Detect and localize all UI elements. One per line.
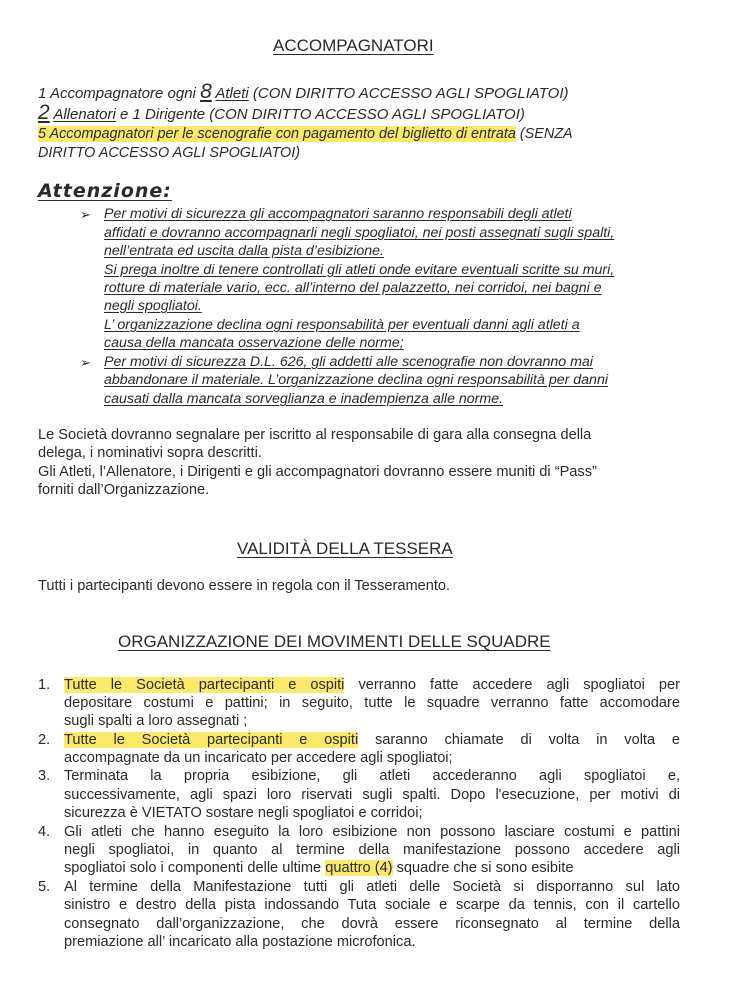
bullet1-line: Per motivi di sicurezza gli accompagnatori saranno responsabili degli atleti: [104, 206, 572, 222]
section-title-tessera: VALIDITÀ DELLA TESSERA: [237, 539, 453, 558]
bullet2-line: Per motivi di sicurezza D.L. 626, gli addetti alle scenografie non dovranno mai: [104, 354, 593, 370]
bullet-arrow-icon: ➢: [80, 355, 91, 370]
list-item-line: premiazione all’ incaricato alla postazione microfonica.: [64, 934, 416, 950]
bullet2-line: abbandonare il materiale. L’organizzazione declina ogni responsabilità per danni: [104, 372, 608, 388]
paragraph-line: forniti dall’Organizzazione.: [38, 482, 210, 498]
bullet1-line: negli spogliatoi.: [104, 298, 202, 314]
bullet1-line: L’ organizzazione declina ogni responsabilità per eventuali danni agli atleti a: [104, 317, 580, 333]
list-item-line: consegnato dall’organizzazione, che dovrà essere riconsegnato al termine della: [64, 916, 680, 932]
highlighted-text: Tutte le Società partecipanti e ospiti: [64, 732, 359, 748]
list-item-line: sugli spalti a loro assegnati ;: [64, 713, 248, 729]
list-item-line: sicurezza è VIETATO sostare negli spogliatoi e corridoi;: [64, 805, 423, 821]
quota-line-scenografie-cont: DIRITTO ACCESSO AGLI SPOGLIATOI): [38, 145, 301, 161]
bullet1-line: causa della mancata osservazione delle norme;: [104, 335, 404, 351]
bullet1-line: nell’entrata ed uscita dalla pista d’esibizione.: [104, 243, 384, 259]
section-title-movimenti: ORGANIZZAZIONE DEI MOVIMENTI DELLE SQUADRE: [118, 632, 551, 651]
list-item-line: Al termine della Manifestazione tutti gli atleti delle Società si disporranno sul lato: [64, 879, 680, 895]
bullet1-line: affidati e dovranno accompagnarli negli spogliatoi, nei posti assegnati sugli spalti,: [104, 225, 615, 241]
list-number: 5.: [38, 879, 51, 895]
highlighted-text: 5 Accompagnatori per le scenografie con pagamento del biglietto di entrata: [38, 126, 516, 142]
quota-line-allenatori: 2 Allenatori e 1 Dirigente (CON DIRITTO ACCESSO AGLI SPOGLIATOI): [38, 101, 525, 124]
list-number: 3.: [38, 768, 51, 784]
highlighted-text: Tutte le Società partecipanti e ospiti: [64, 677, 345, 693]
highlighted-text: quattro (4): [325, 860, 393, 876]
list-item-line: sinistro e destro della pista indossando Tuta sociale e scarpe da tennis, con il cartello: [64, 897, 680, 913]
list-item-line: negli spogliatoi, in quanto al termine della manifestazione possono accedere agli: [64, 842, 680, 858]
attenzione-heading: Attenzione:: [38, 180, 172, 202]
bullet2-line: causati dalla mancata sorveglianza e inadempienza alle norme.: [104, 391, 504, 407]
list-item-line: Terminata la propria esibizione, gli atleti accederanno agli spogliatoi e,: [64, 768, 680, 784]
list-item-line: spogliatoi solo i componenti delle ultime quattro (4) squadre che si sono esibite: [64, 860, 574, 876]
bullet1-line: rotture di materiale vario, ecc. all’interno del palazzetto, nei corridoi, nei bagni e: [104, 280, 602, 296]
paragraph-line: delega, i nominativi sopra descritti.: [38, 445, 262, 461]
list-item-line: Gli atleti che hanno eseguito la loro esibizione non possono lasciare costumi e pattini: [64, 824, 680, 840]
list-number: 2.: [38, 732, 51, 748]
bullet1-line: Si prega inoltre di tenere controllati gli atleti onde evitare eventuali scritte su muri,: [104, 262, 615, 278]
bullet-arrow-icon: ➢: [80, 207, 91, 222]
paragraph-line: Le Società dovranno segnalare per iscritto al responsabile di gara alla consegna della: [38, 427, 592, 443]
paragraph-line: Gli Atleti, l’Allenatore, i Dirigenti e gli accompagnatori dovranno essere muniti di “Pass”: [38, 464, 597, 480]
section-title-accompagnatori: ACCOMPAGNATORI: [273, 36, 434, 55]
list-item-line: depositare costumi e pattini; in seguito, tutte le squadre verranno fatte accomodare: [64, 695, 680, 711]
list-number: 4.: [38, 824, 51, 840]
quota-line-scenografie: 5 Accompagnatori per le scenografie con pagamento del biglietto di entrata (SENZA: [38, 126, 573, 142]
list-item-line: Tutte le Società partecipanti e ospiti verranno fatte accedere agli spogliatoi per: [64, 677, 680, 693]
list-item-line: Tutte le Società partecipanti e ospiti saranno chiamate di volta in volta e: [64, 732, 680, 748]
quota-line-atleti: 1 Accompagnatore ogni 8 Atleti (CON DIRITTO ACCESSO AGLI SPOGLIATOI): [38, 80, 569, 103]
list-item-line: accompagnate da un incaricato per accedere agli spogliatoi;: [64, 750, 453, 766]
list-number: 1.: [38, 677, 51, 693]
list-item-line: successivamente, agli spazi loro riservati sugli spalti. Dopo l'esecuzione, per motivi di: [64, 787, 680, 803]
tessera-text: Tutti i partecipanti devono essere in regola con il Tesseramento.: [38, 578, 451, 594]
